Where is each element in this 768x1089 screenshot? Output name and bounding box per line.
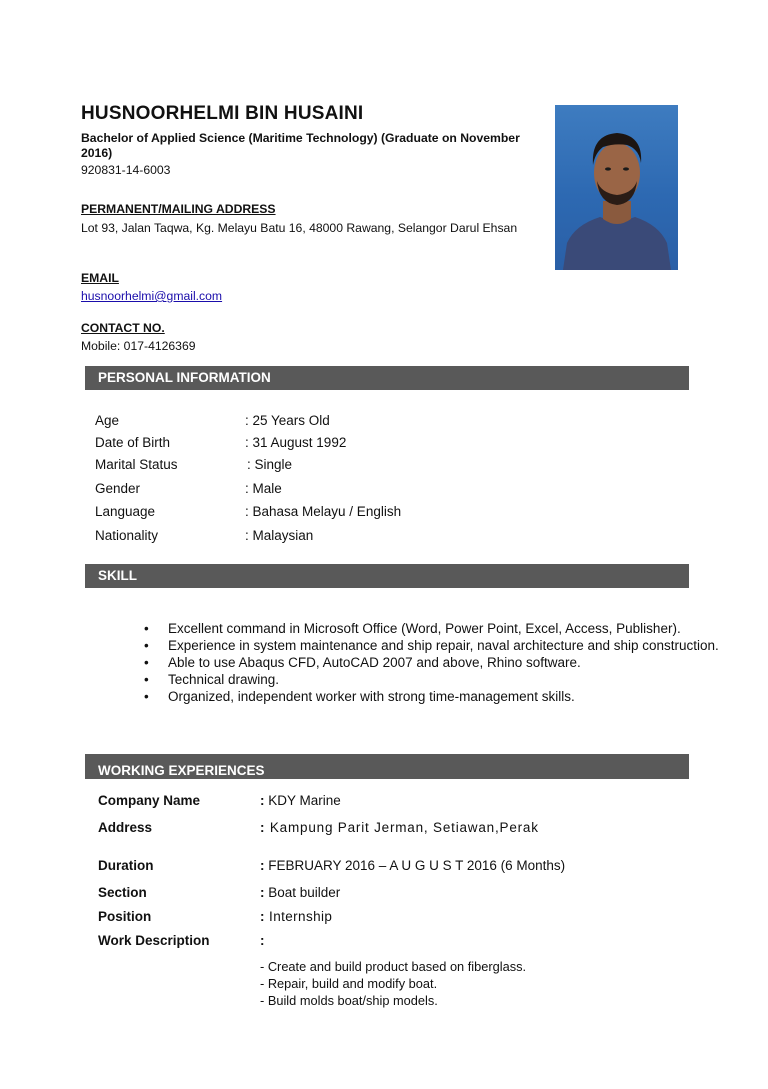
section-header-personal: PERSONAL INFORMATION (82, 366, 689, 390)
company-label: Company Name (98, 793, 201, 808)
section-label: Section (98, 885, 147, 900)
list-item (140, 671, 730, 688)
skill-list (140, 620, 730, 705)
work-address-value: Kampung Parit Jerman, Setiawan,Perak (269, 820, 539, 835)
bullet-icon: • (144, 621, 149, 636)
duration-label: Duration (98, 858, 154, 873)
ic-number: 920831-14-6003 (81, 163, 171, 177)
list-item: - Repair, build and modify boat. (260, 976, 438, 991)
pi-label-gender: Gender (95, 481, 141, 496)
list-item (140, 620, 730, 637)
candidate-name: HUSNOORHELMI BIN HUSAINI (81, 103, 364, 124)
company-value: KDY Marine (268, 793, 341, 808)
email-label: EMAIL (81, 271, 119, 285)
skill-text: Technical drawing. (168, 672, 280, 687)
pi-label-age: Age (95, 413, 120, 428)
pi-value-age: : 25 Years Old (245, 413, 330, 428)
skill-text: Excellent command in Microsoft Office (Word, Power Point, Excel, Access, Publisher). (168, 621, 681, 636)
pi-value-language: : Bahasa Melayu / English (245, 504, 402, 519)
pi-label-nationality: Nationality (95, 528, 159, 543)
list-item (140, 654, 730, 671)
pi-value-dob: : 31 August 1992 (245, 435, 347, 450)
pi-value-gender: : Male (245, 481, 282, 496)
work-description-label: Work Description (98, 933, 210, 948)
pi-label-marital: Marital Status (95, 457, 178, 472)
position-value: Internship (269, 909, 333, 924)
pi-label-dob: Date of Birth (95, 435, 171, 450)
list-item: - Build molds boat/ship models. (260, 993, 438, 1008)
position-label: Position (98, 909, 152, 924)
contact-label: CONTACT NO. (81, 321, 165, 335)
work-description-list (260, 958, 526, 1009)
email-link[interactable]: husnoorhelmi@gmail.com (81, 289, 223, 303)
pi-value-nationality: : Malaysian (245, 528, 314, 543)
list-item (140, 637, 730, 654)
skill-text: Able to use Abaqus CFD, AutoCAD 2007 and above, Rhino software. (168, 655, 581, 670)
pi-label-language: Language (95, 504, 156, 519)
bullet-icon: • (144, 655, 149, 670)
section-header-skill: SKILL (82, 564, 689, 588)
bullet-icon: • (144, 689, 149, 704)
contact-value: Mobile: 017-4126369 (81, 339, 196, 353)
work-address-label: Address (98, 820, 153, 835)
address-label: PERMANENT/MAILING ADDRESS (81, 202, 276, 216)
pi-value-marital: : Single (247, 457, 293, 472)
degree: Bachelor of Applied Science (Maritime Technology) (Graduate on November 2016) (81, 131, 520, 160)
duration-value: FEBRUARY 2016 – A U G U S T 2016 (6 Months) (268, 858, 566, 873)
section-value: Boat builder (268, 885, 341, 900)
bullet-icon: • (144, 638, 149, 653)
list-item (140, 688, 730, 705)
skill-text: Organized, independent worker with strong time-management skills. (168, 689, 575, 704)
skill-text: Experience in system maintenance and ship repair, naval architecture and ship construction. (168, 638, 719, 653)
list-item: - Create and build product based on fiberglass. (260, 959, 527, 974)
bullet-icon: • (144, 672, 149, 687)
profile-photo (555, 105, 678, 270)
address-value: Lot 93, Jalan Taqwa, Kg. Melayu Batu 16, 48000 Rawang, Selangor Darul Ehsan (81, 221, 518, 235)
section-header-work: WORKING EXPERIENCES (82, 754, 689, 779)
